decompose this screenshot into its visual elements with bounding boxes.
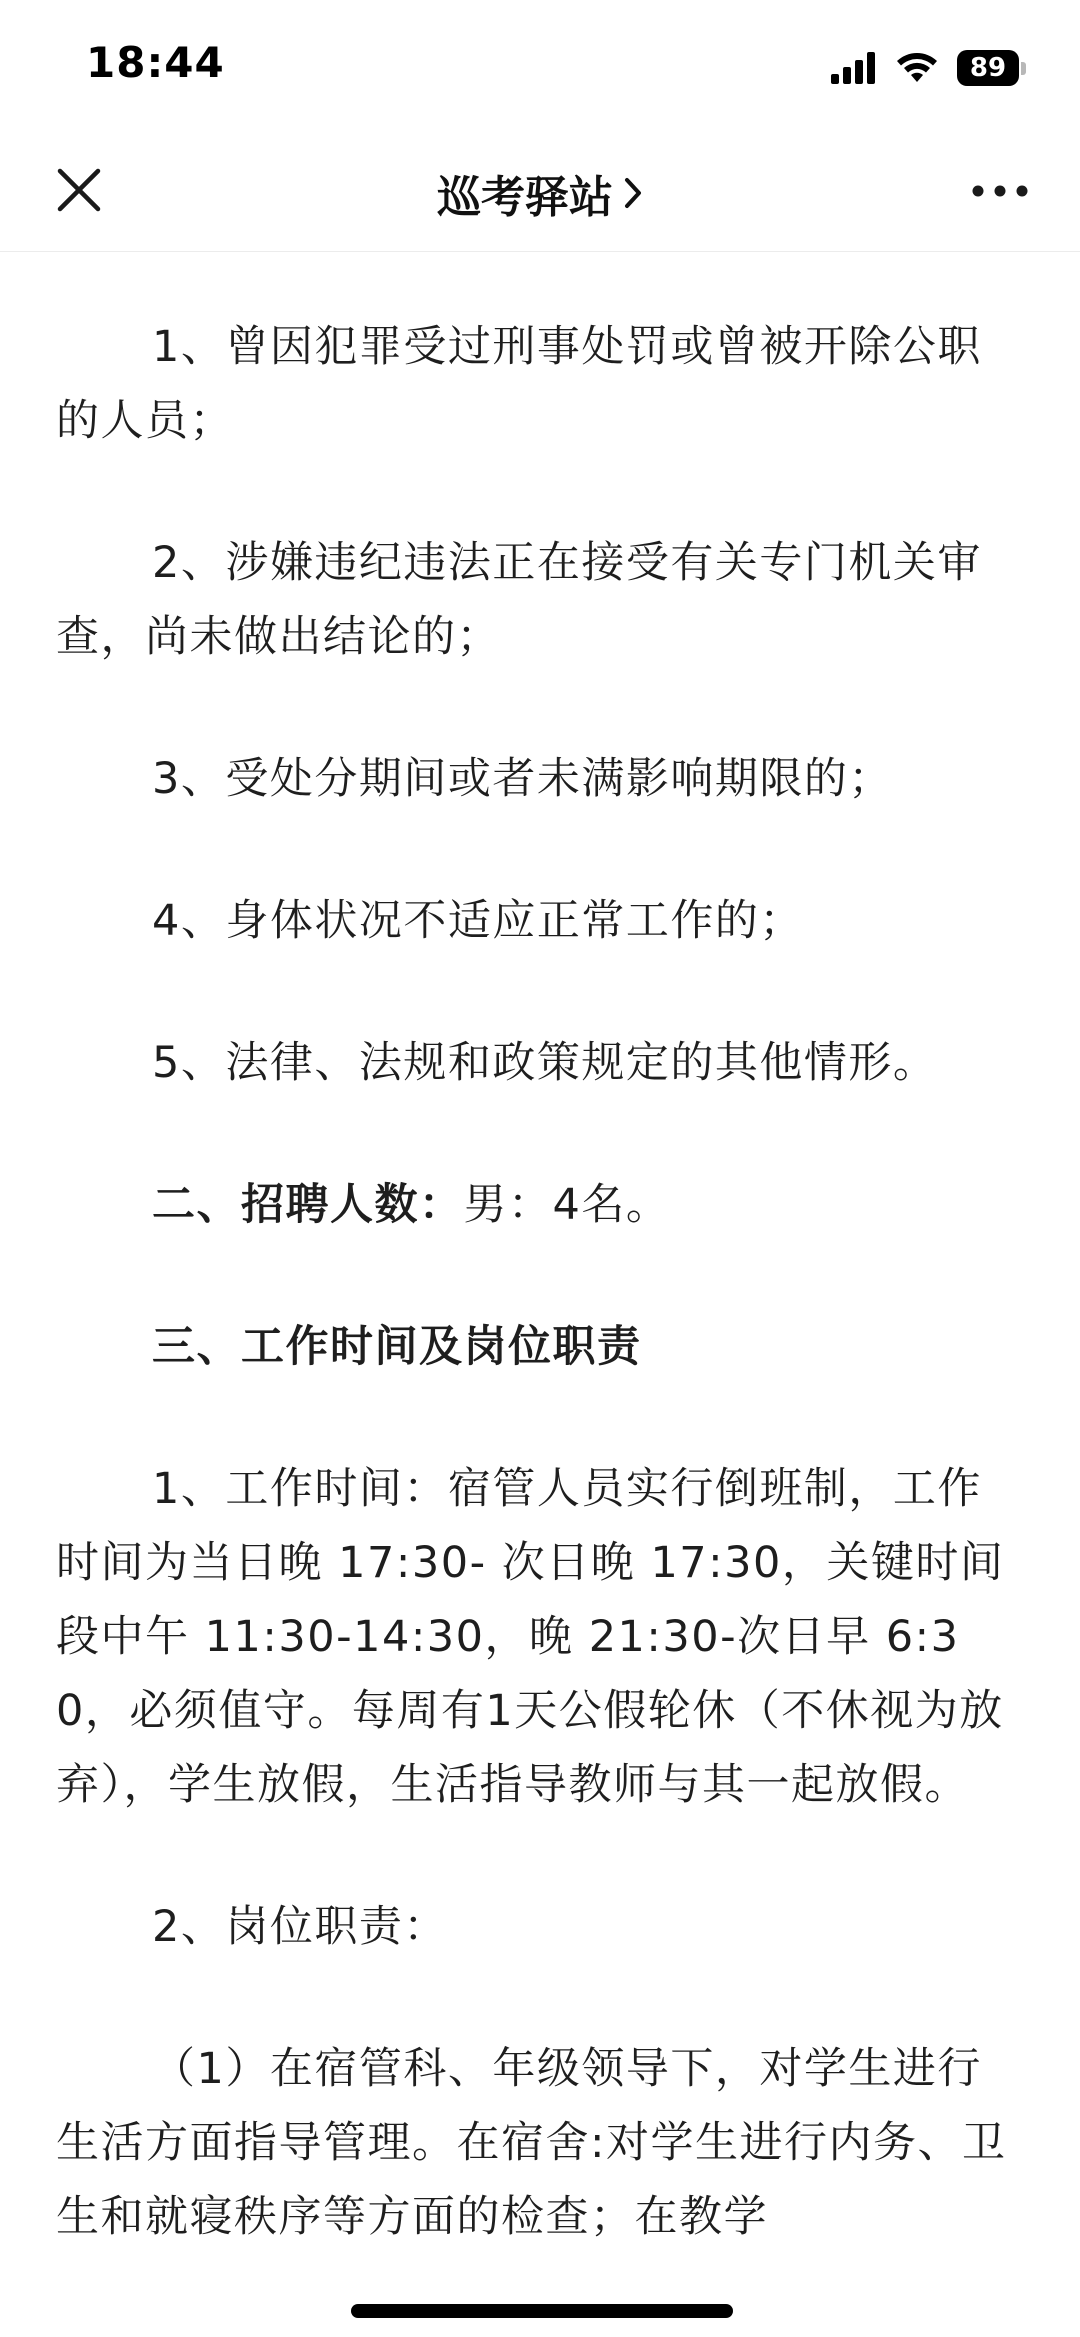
nav-bar (0, 135, 1080, 252)
section-recruit-count (56, 1168, 1024, 1242)
list-item: 4、身体状况不适应正常工作的； (152, 896, 804, 946)
nav-title (0, 161, 1080, 225)
more-button[interactable] (972, 179, 1028, 203)
section-heading: 三、工作时间及岗位职责 (152, 1322, 642, 1372)
list-item: 2、涉嫌违纪违法正在接受有关专门机关审查，尚未做出结论的； (56, 538, 982, 662)
battery-cap (1021, 62, 1026, 75)
page-title: 巡考驿站 (437, 172, 613, 223)
chevron-right-icon (623, 176, 643, 210)
list-item: 1、曾因犯罪受过刑事处罚或曾被开除公职的人员； (56, 322, 982, 446)
status-icons (831, 50, 1026, 86)
list-item: 5、法律、法规和政策规定的其他情形。 (152, 1038, 938, 1088)
home-indicator (351, 2304, 733, 2318)
paragraph-work-time: 1、工作时间：宿管人员实行倒班制，工作时间为当日晚 17:30- 次日晚 17:30，关键时间段中午 11:30-14:30，晚 21:30-次日早 6:30，必须值守。每周有1天公假轮休（不休视为放弃），学生放假，生活指导教师与其一起放假。 (56, 1464, 1005, 1810)
status-bar (0, 0, 1080, 135)
wifi-icon (895, 52, 939, 84)
paragraph-duty-1: （1）在宿管科、年级领导下，对学生进行生活方面指导管理。在宿舍:对学生进行内务、卫生和就寝秩序等方面的检查；在教学 (56, 2044, 1007, 2242)
paragraph-duties-heading: 2、岗位职责： (152, 1902, 448, 1952)
battery-icon (957, 50, 1019, 86)
status-time: 18:44 (86, 38, 225, 87)
section-heading: 二、招聘人数： (152, 1180, 464, 1230)
battery-level: 89 (969, 53, 1007, 83)
more-dots-icon (972, 179, 1028, 203)
article-content (56, 252, 1024, 2322)
signal-icon (831, 52, 877, 84)
list-item: 3、受处分期间或者未满影响期限的； (152, 754, 893, 804)
account-title-link[interactable] (437, 161, 643, 225)
section-text: 男：4名。 (463, 1180, 671, 1230)
